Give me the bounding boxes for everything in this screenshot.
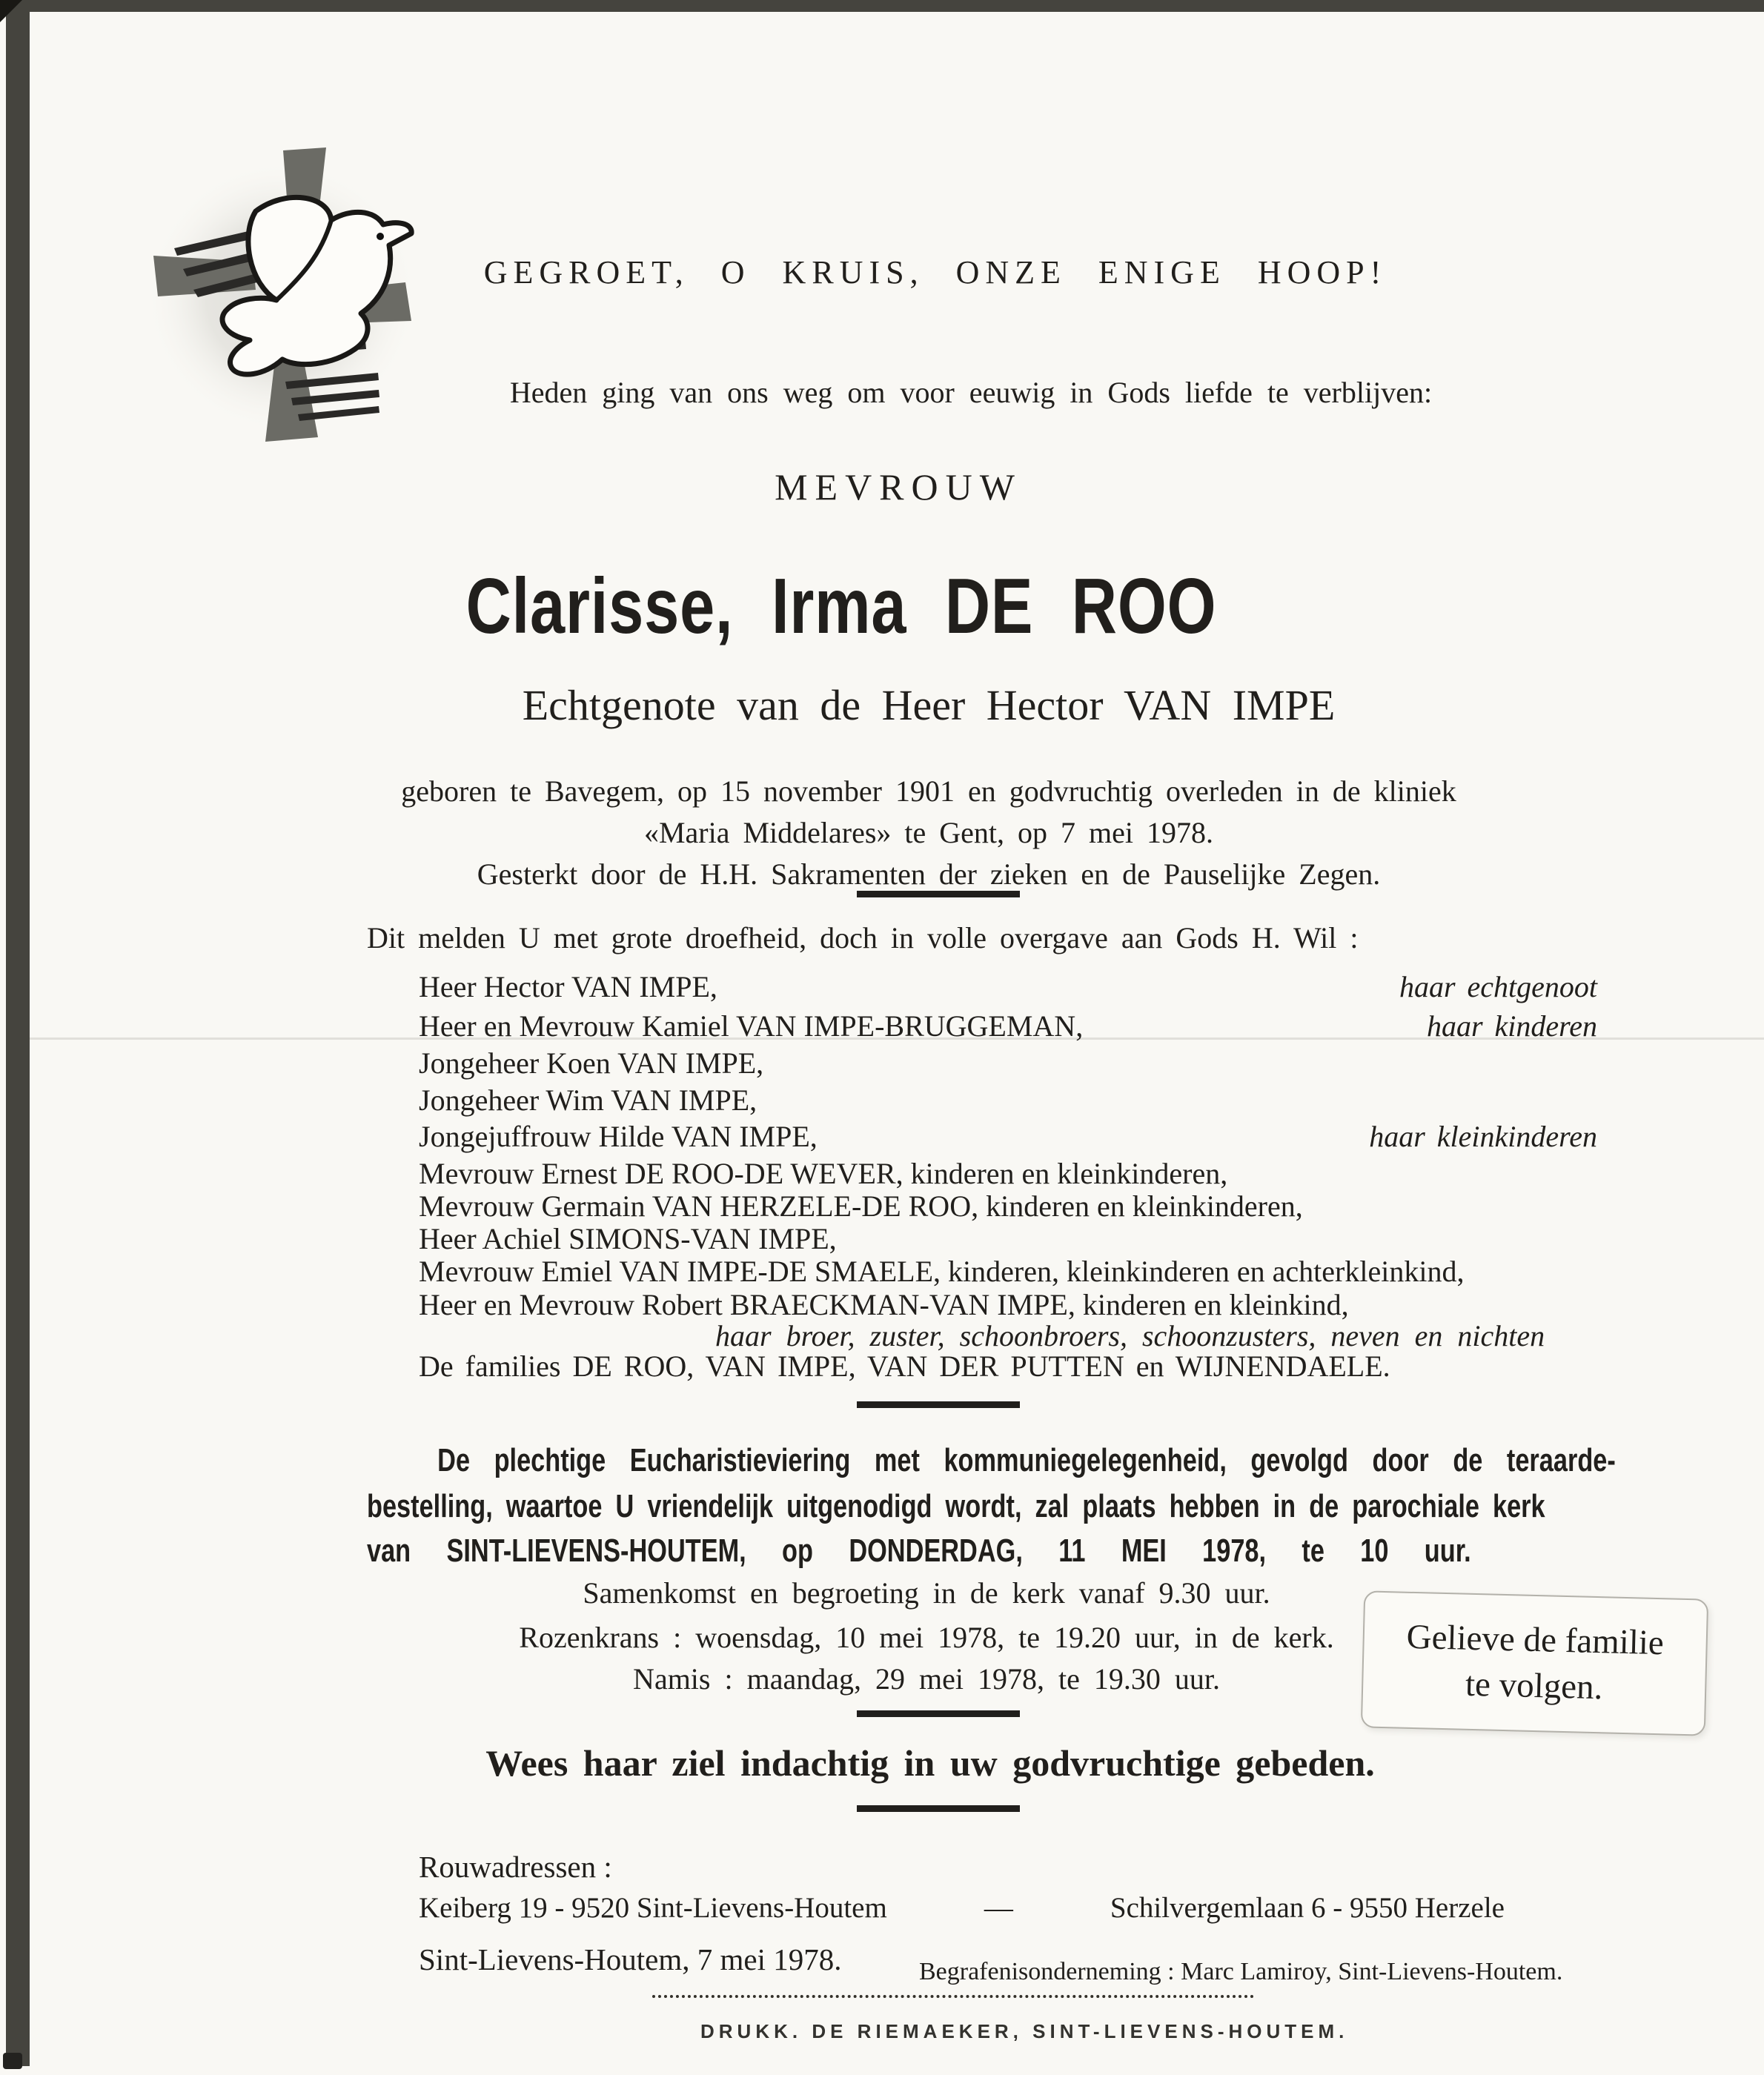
families-line: De families DE ROO, VAN IMPE, VAN DER PUTTEN en WIJNENDAELE.	[419, 1349, 1390, 1383]
divider-rule	[857, 891, 1020, 897]
relative-row	[367, 1189, 1597, 1224]
printer-credit: DRUKK. DE RIEMAEKER, SINT-LIEVENS-HOUTEM.	[700, 2020, 1349, 2042]
relative-relation: haar kinderen	[1426, 1009, 1597, 1043]
vitals-line: geboren te Bavegem, op 15 november 1901 en godvruchtig overleden in de kliniek	[401, 774, 1456, 808]
spouse-line: Echtgenote van de Heer Hector VAN IMPE	[522, 681, 1336, 729]
relative-row	[367, 1287, 1597, 1322]
relative-row	[367, 1083, 1597, 1118]
vitals-line: «Maria Middelares» te Gent, op 7 mei 1978.	[643, 816, 1214, 849]
service-line-1: De plechtige Eucharistieviering met kommuniegelegenheid, gevolgd door de teraarde-	[437, 1442, 1616, 1478]
deceased-name: Clarisse, Irma DE ROO	[465, 562, 1217, 650]
relative-name: Mevrouw Ernest DE ROO-DE WEVER, kinderen en kleinkinderen,	[419, 1157, 1228, 1190]
dove-eye	[377, 233, 384, 240]
scan-edge-top	[0, 0, 1764, 12]
divider-rule	[857, 1805, 1020, 1812]
follow-card-line: te volgen.	[1465, 1664, 1604, 1707]
relative-row	[367, 1156, 1597, 1191]
relative-row	[367, 1046, 1597, 1080]
relatives-footer: haar broer, zuster, schoonbroers, schoonzusters, neven en nichten	[715, 1319, 1545, 1352]
scan-edge-left	[6, 0, 30, 2066]
relative-relation: haar kleinkinderen	[1369, 1120, 1597, 1153]
relative-name: Jongeheer Wim VAN IMPE,	[419, 1083, 757, 1117]
divider-rule	[857, 1401, 1020, 1408]
relative-row	[367, 1009, 1597, 1043]
divider-rule	[857, 1710, 1020, 1717]
scan-corner-shadow	[0, 0, 22, 22]
relative-name: Jongejuffrouw Hilde VAN IMPE,	[419, 1120, 818, 1153]
relative-name: Jongeheer Koen VAN IMPE,	[419, 1046, 764, 1080]
address-separator: —	[984, 1892, 1013, 1924]
intro-line: Heden ging van ons weg om voor eeuwig in Gods liefde te verblijven:	[509, 376, 1433, 409]
relative-name: Heer Achiel SIMONS-VAN IMPE,	[419, 1222, 837, 1255]
prayer-line: Wees haar ziel indachtig in uw godvruchtige gebeden.	[485, 1742, 1375, 1784]
scan-edge-nub	[3, 2053, 22, 2069]
service-line-3: van SINT-LIEVENS-HOUTEM, op DONDERDAG, 11 MEI 1978, te 10 uur.	[367, 1533, 1471, 1569]
relative-row	[367, 1119, 1597, 1154]
relative-row	[367, 969, 1597, 1004]
service-line-2: bestelling, waartoe U vriendelijk uitgenodigd wordt, zal plaats hebben in de parochiale kerk	[367, 1488, 1545, 1524]
schedule-line-memorial: Namis : maandag, 29 mei 1978, te 19.30 uur.	[633, 1662, 1220, 1696]
vitals-paragraph	[299, 771, 1559, 895]
mourning-address-left: Keiberg 19 - 9520 Sint-Lievens-Houtem	[419, 1892, 887, 1924]
relative-row	[367, 1254, 1597, 1289]
mourning-addresses-row	[419, 1891, 1505, 1925]
relative-relation: haar echtgenoot	[1399, 970, 1597, 1003]
schedule-line-rosary: Rozenkrans : woensdag, 10 mei 1978, te 19.20 uur, in de kerk.	[519, 1621, 1334, 1654]
mourning-address-right: Schilvergemlaan 6 - 9550 Herzele	[1110, 1892, 1505, 1924]
relative-name: Heer en Mevrouw Robert BRAECKMAN-VAN IMPE, kinderen en kleinkind,	[419, 1288, 1349, 1321]
follow-family-card	[1361, 1590, 1708, 1736]
announcement-line: Dit melden U met grote droefheid, doch in volle overgave aan Gods H. Wil :	[367, 921, 1359, 954]
undertaker-line: Begrafenisonderneming : Marc Lamiroy, Sint-Lievens-Houtem.	[919, 1958, 1563, 1985]
relative-name: Mevrouw Emiel VAN IMPE-DE SMAELE, kinderen, kleinkinderen en achterkleinkind,	[419, 1255, 1465, 1288]
cross-dove-emblem	[145, 137, 430, 448]
dotted-rule	[652, 1995, 1254, 1998]
title-prefix: MEVROUW	[775, 466, 1022, 508]
vitals-line: Gesterkt door de H.H. Sakramenten der zieken en de Pauselijke Zegen.	[477, 857, 1381, 891]
mourning-addresses-label: Rouwadressen :	[419, 1850, 612, 1884]
schedule-line-gathering: Samenkomst en begroeting in de kerk vanaf 9.30 uur.	[583, 1576, 1270, 1610]
relative-name: Mevrouw Germain VAN HERZELE-DE ROO, kinderen en kleinkinderen,	[419, 1189, 1303, 1223]
follow-card-line: Gelieve de familie	[1406, 1617, 1665, 1663]
relative-row	[367, 1221, 1597, 1256]
relative-name: Heer en Mevrouw Kamiel VAN IMPE-BRUGGEMAN,	[419, 1009, 1084, 1043]
dateline: Sint-Lievens-Houtem, 7 mei 1978.	[419, 1942, 842, 1976]
relative-name: Heer Hector VAN IMPE,	[419, 970, 717, 1003]
motto: GEGROET, O KRUIS, ONZE ENIGE HOOP!	[483, 254, 1387, 290]
